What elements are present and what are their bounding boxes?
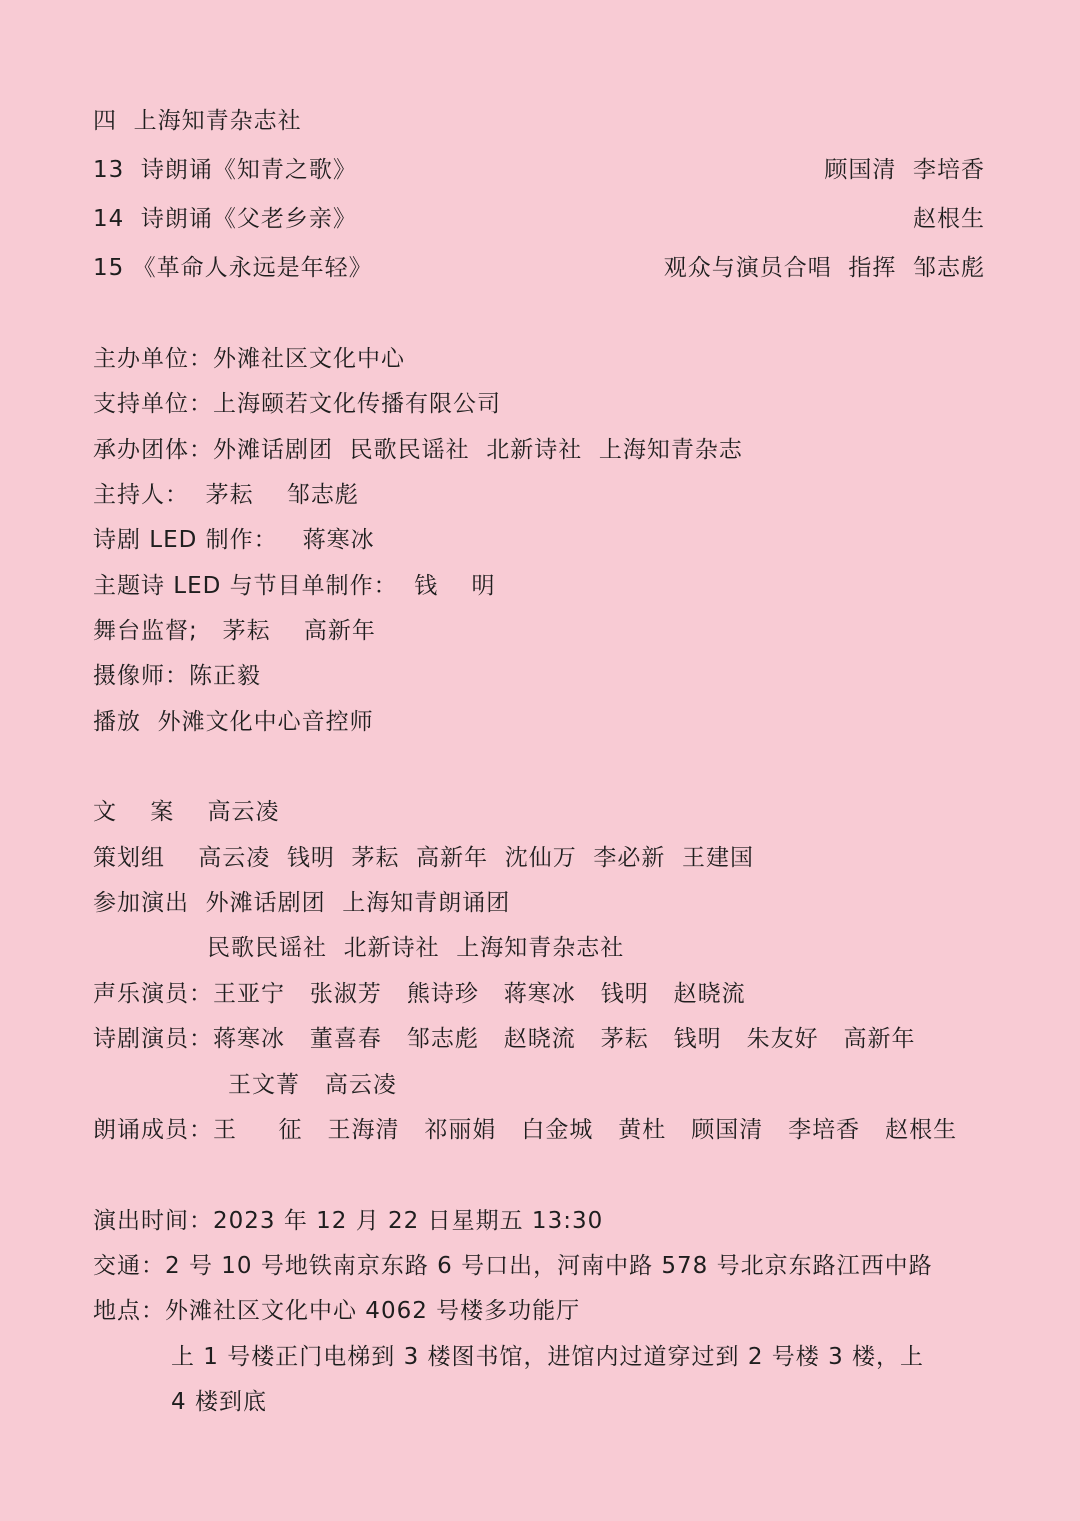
staff-copywriting: 文 案 高云凌 <box>93 799 280 825</box>
staff-planning: 策划组 高云凌 钱明 茅耘 高新年 沈仙万 李必新 王建国 <box>93 845 754 871</box>
credit-supporter: 支持单位：上海颐若文化传播有限公司 <box>93 391 501 417</box>
staff-vocal: 声乐演员：王亚宁 张淑芳 熊诗珍 蒋寒冰 钱明 赵晓流 <box>93 981 746 1007</box>
event-directions: 上 1 号楼正门电梯到 3 楼图书馆，进馆内过道穿过到 2 号楼 3 楼，上 <box>171 1344 925 1370</box>
staff-drama: 诗剧演员：蒋寒冰 董喜春 邹志彪 赵晓流 茅耘 钱明 朱友好 高新年 <box>93 1026 916 1052</box>
event-transport: 交通：2 号 10 号地铁南京东路 6 号口出，河南中路 578 号北京东路江西中路 <box>93 1253 933 1279</box>
credit-theme-led-program: 主题诗 LED 与节目单制作： 钱 明 <box>93 573 496 599</box>
credit-hosts: 主持人： 茅耘 邹志彪 <box>93 482 359 508</box>
credit-stage-supervisor: 舞台监督; 茅耘 高新年 <box>93 618 376 644</box>
section-heading: 四 上海知青杂志社 <box>93 108 302 134</box>
credit-videographer: 摄像师：陈正毅 <box>93 663 261 689</box>
staff-participants-continued: 民歌民谣社 北新诗社 上海知青杂志社 <box>207 935 625 961</box>
event-location: 地点：外滩社区文化中心 4062 号楼多功能厅 <box>93 1298 581 1324</box>
program-item-15-title: 15 《革命人永远是年轻》 <box>93 255 373 281</box>
program-item-15-performers: 观众与演员合唱 指挥 邹志彪 <box>663 255 985 281</box>
staff-participants: 参加演出 外滩话剧团 上海知青朗诵团 <box>93 890 511 916</box>
program-item-14-performers: 赵根生 <box>913 206 985 232</box>
staff-drama-continued: 王文菁 高云凌 <box>228 1072 397 1098</box>
credit-playback: 播放 外滩文化中心音控师 <box>93 709 374 735</box>
program-item-14-title: 14 诗朗诵《父老乡亲》 <box>93 206 357 232</box>
credit-undertaker: 承办团体：外滩话剧团 民歌民谣社 北新诗社 上海知青杂志 <box>93 437 743 463</box>
credit-led-production: 诗剧 LED 制作： 蒋寒冰 <box>93 527 375 553</box>
event-directions-continued: 4 楼到底 <box>171 1389 267 1415</box>
program-item-13-performers: 顾国清 李培香 <box>824 157 985 183</box>
credit-organizer: 主办单位：外滩社区文化中心 <box>93 346 405 372</box>
program-item-13-title: 13 诗朗诵《知青之歌》 <box>93 157 357 183</box>
event-time: 演出时间：2023 年 12 月 22 日星期五 13:30 <box>93 1208 604 1234</box>
staff-recitation: 朗诵成员：王 征 王海清 祁丽娟 白金城 黄杜 顾国清 李培香 赵根生 <box>93 1117 958 1143</box>
